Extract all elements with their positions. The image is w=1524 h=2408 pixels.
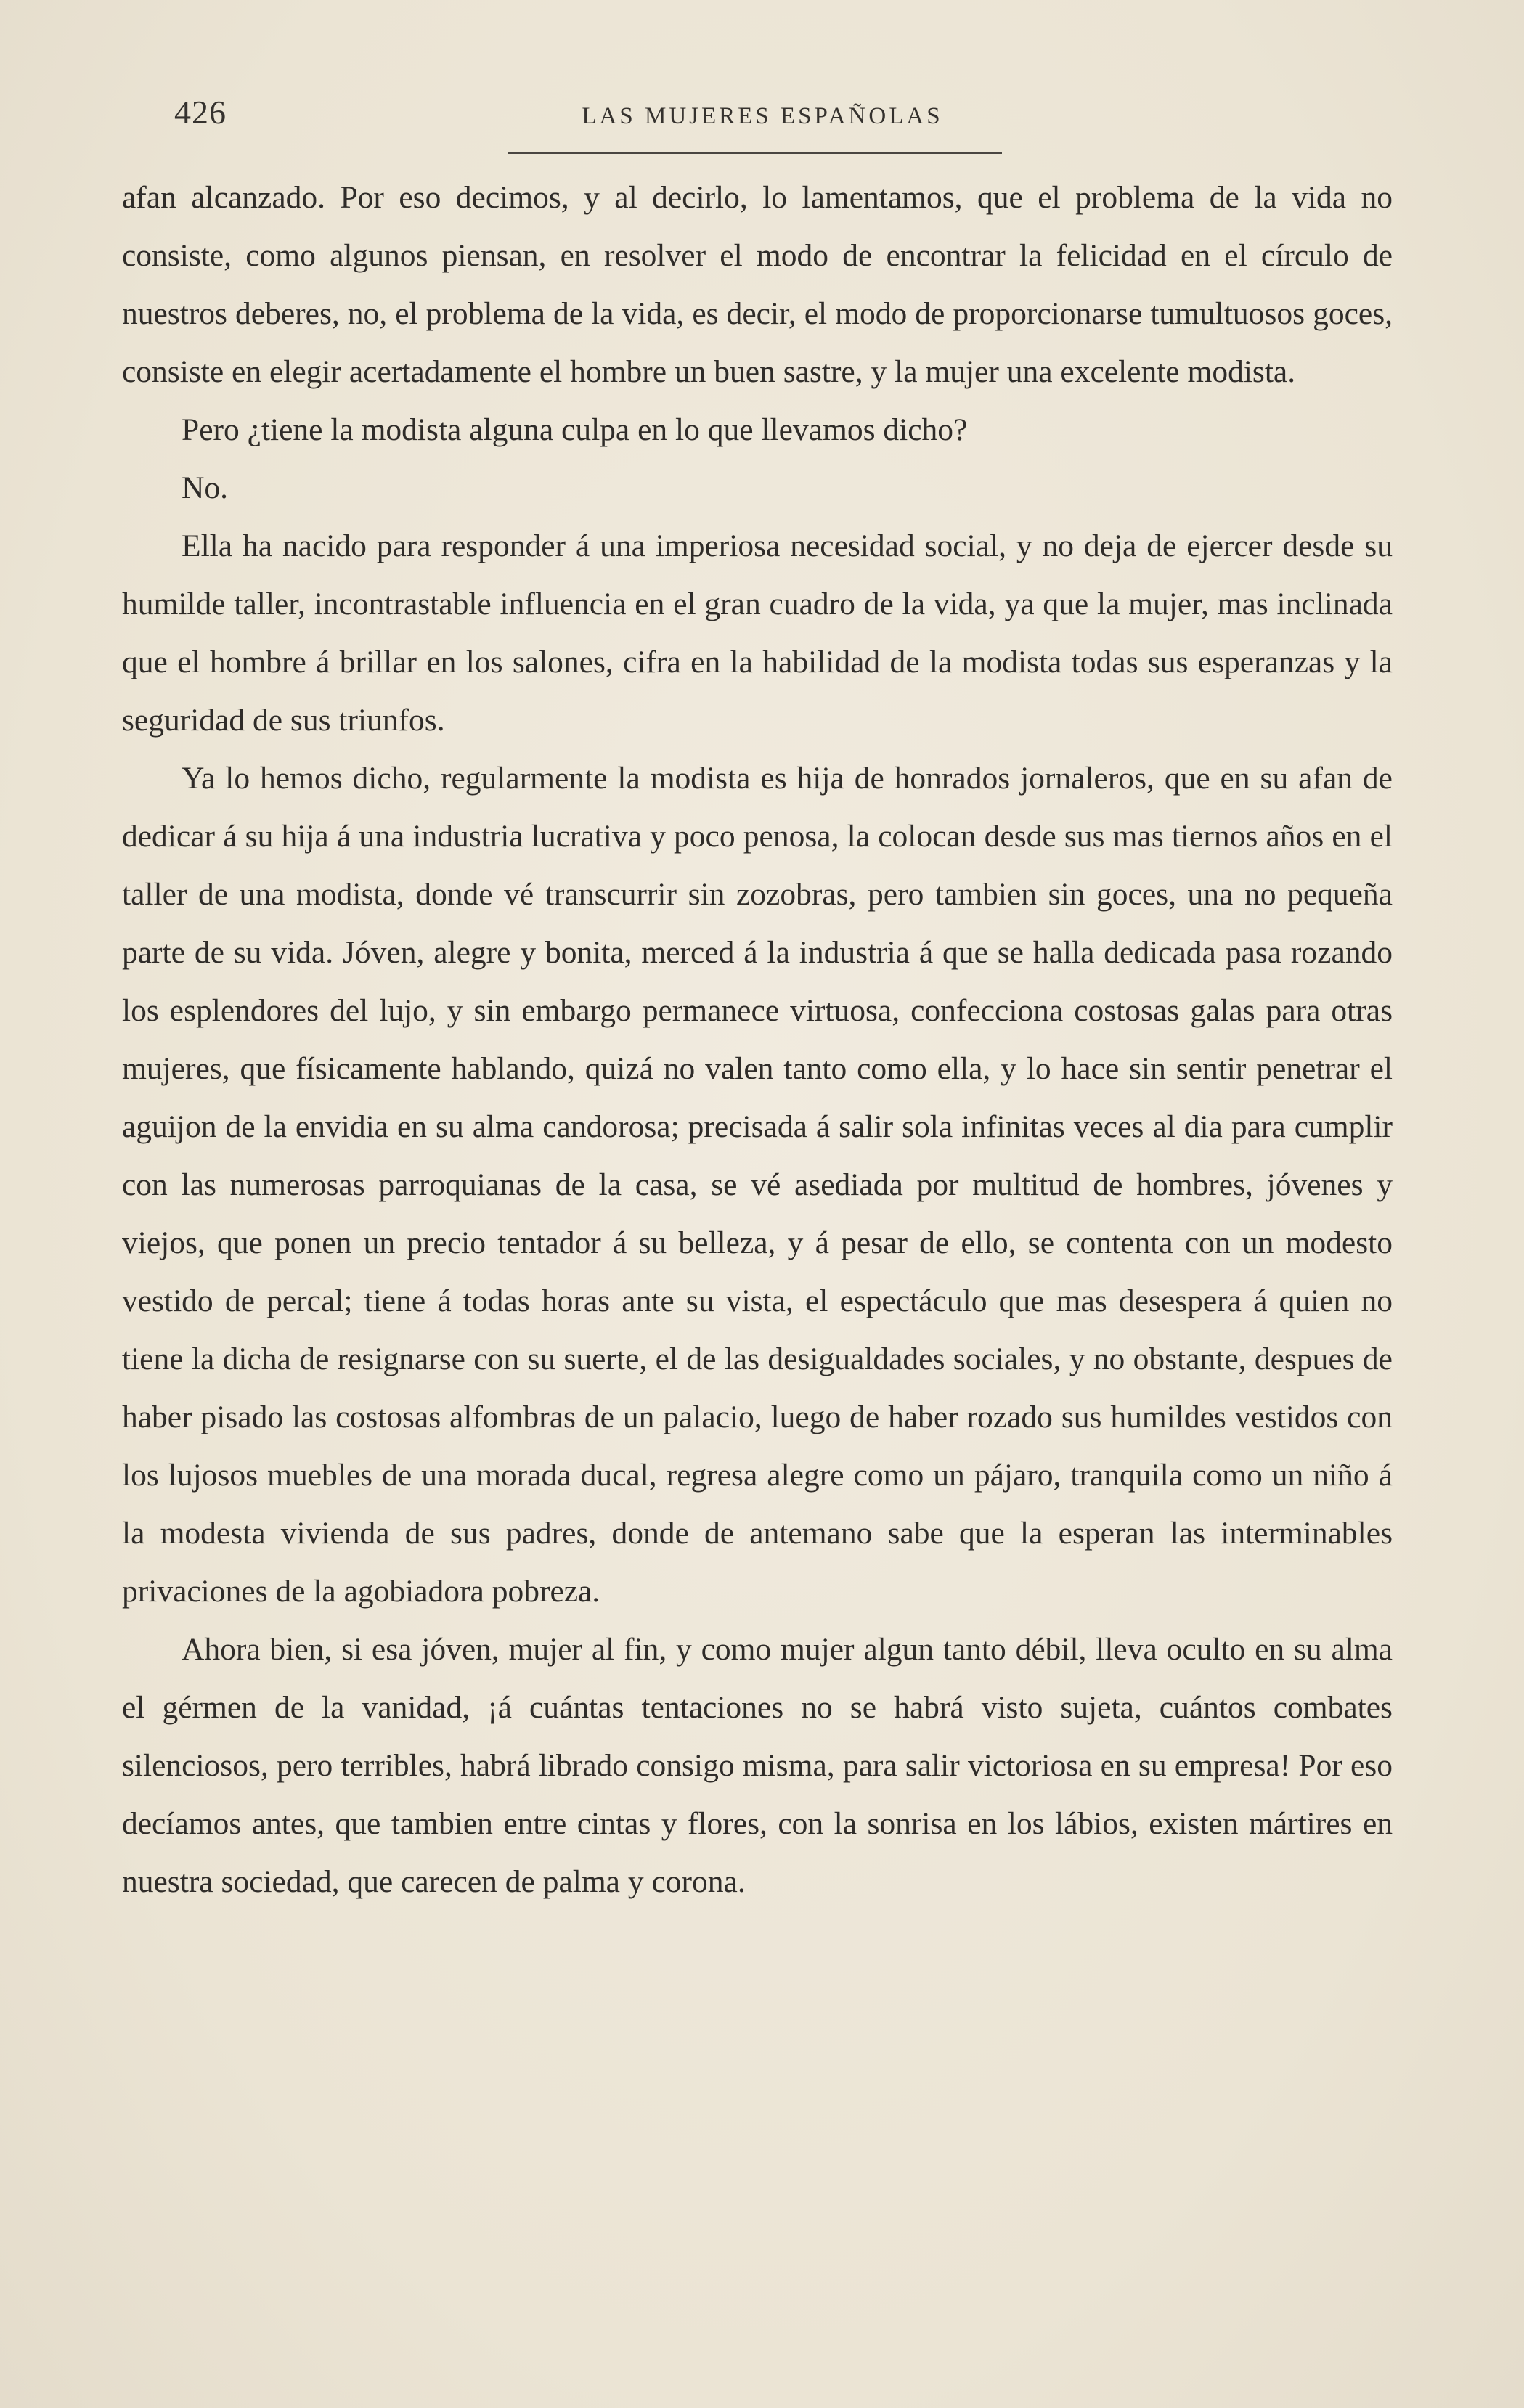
header-rule xyxy=(508,152,1002,154)
paragraph-answer: No. xyxy=(182,470,229,505)
paragraph-modista-life: Ya lo hemos dicho, regularmente la modista es hija de honrados jornaleros, que en su afan de dedicar á su hija á una industria lucrativa y poco penosa, la colocan desde sus mas tiernos años en el taller de una modista, donde vé transcurrir sin zozobras, pero tambien sin goces, una no pequeña parte de su vida. Jóven, alegre y bonita, merced á la industria á que se halla dedicada pasa rozando los esplendores del lujo, y sin embargo permanece virtuosa, confecciona costosas galas para otras mujeres, que físicamente hablando, quizá no valen tanto como ella, y lo hace sin sentir penetrar el aguijon de la envidia en su alma candorosa; precisada á salir sola infinitas veces al dia para cumplir con las numerosas parroquianas de la casa, se vé asediada por multitud de hombres, jóvenes y viejos, que ponen un precio tentador á su belleza, y á pesar de ello, se contenta con un modesto vestido de percal; tiene á todas horas ante su vista, el espectáculo que mas desespera á quien no tiene la dicha de resignarse con su suerte, el de las desigualdades sociales, y no obstante, despues de haber pisado las costosas alfombras de un palacio, luego de haber rozado sus humildes vestidos con los lujosos muebles de una morada ducal, regresa alegre como un pájaro, tranquila como un niño á la modesta vivienda de sus padres, donde de antemano sabe que la esperan las interminables privaciones de la agobiadora pobreza. xyxy=(122,761,1393,1609)
paragraph-continued: afan alcanzado. Por eso decimos, y al decirlo, lo lamentamos, que el problema de la vida no consiste, como algunos piensan, en resolver el modo de encontrar la felicidad en el círculo de nuestros deberes, no, el problema de la vida, es decir, el modo de proporcionarse tumultuosos goces, consiste en elegir acertadamente el hombre un buen sastre, y la mujer una excelente modista. xyxy=(122,180,1393,389)
running-title: LAS MUJERES ESPAÑOLAS xyxy=(582,103,943,129)
paragraph-temptations: Ahora bien, si esa jóven, mujer al fin, y como mujer algun tanto débil, lleva oculto en su alma el gérmen de la vanidad, ¡á cuántas tentaciones no se habrá visto sujeta, cuántos combates silenciosos, pero terribles, habrá librado consigo misma, para salir victoriosa en su empresa! Por eso decíamos antes, que tambien entre cintas y flores, con la sonrisa en los lábios, existen mártires en nuestra sociedad, que carecen de palma y corona. xyxy=(122,1632,1393,1899)
paragraph-question: Pero ¿tiene la modista alguna culpa en lo que llevamos dicho? xyxy=(182,412,968,447)
page-header xyxy=(0,93,1524,151)
body-text xyxy=(122,168,1393,1911)
paragraph-social-need: Ella ha nacido para responder á una imperiosa necesidad social, y no deja de ejercer desde su humilde taller, incontrastable influencia en el gran cuadro de la vida, ya que la mujer, mas inclinada que el hombre á brillar en los salones, cifra en la habilidad de la modista todas sus esperanzas y la seguridad de sus triunfos. xyxy=(122,528,1393,738)
page-number: 426 xyxy=(174,94,227,131)
